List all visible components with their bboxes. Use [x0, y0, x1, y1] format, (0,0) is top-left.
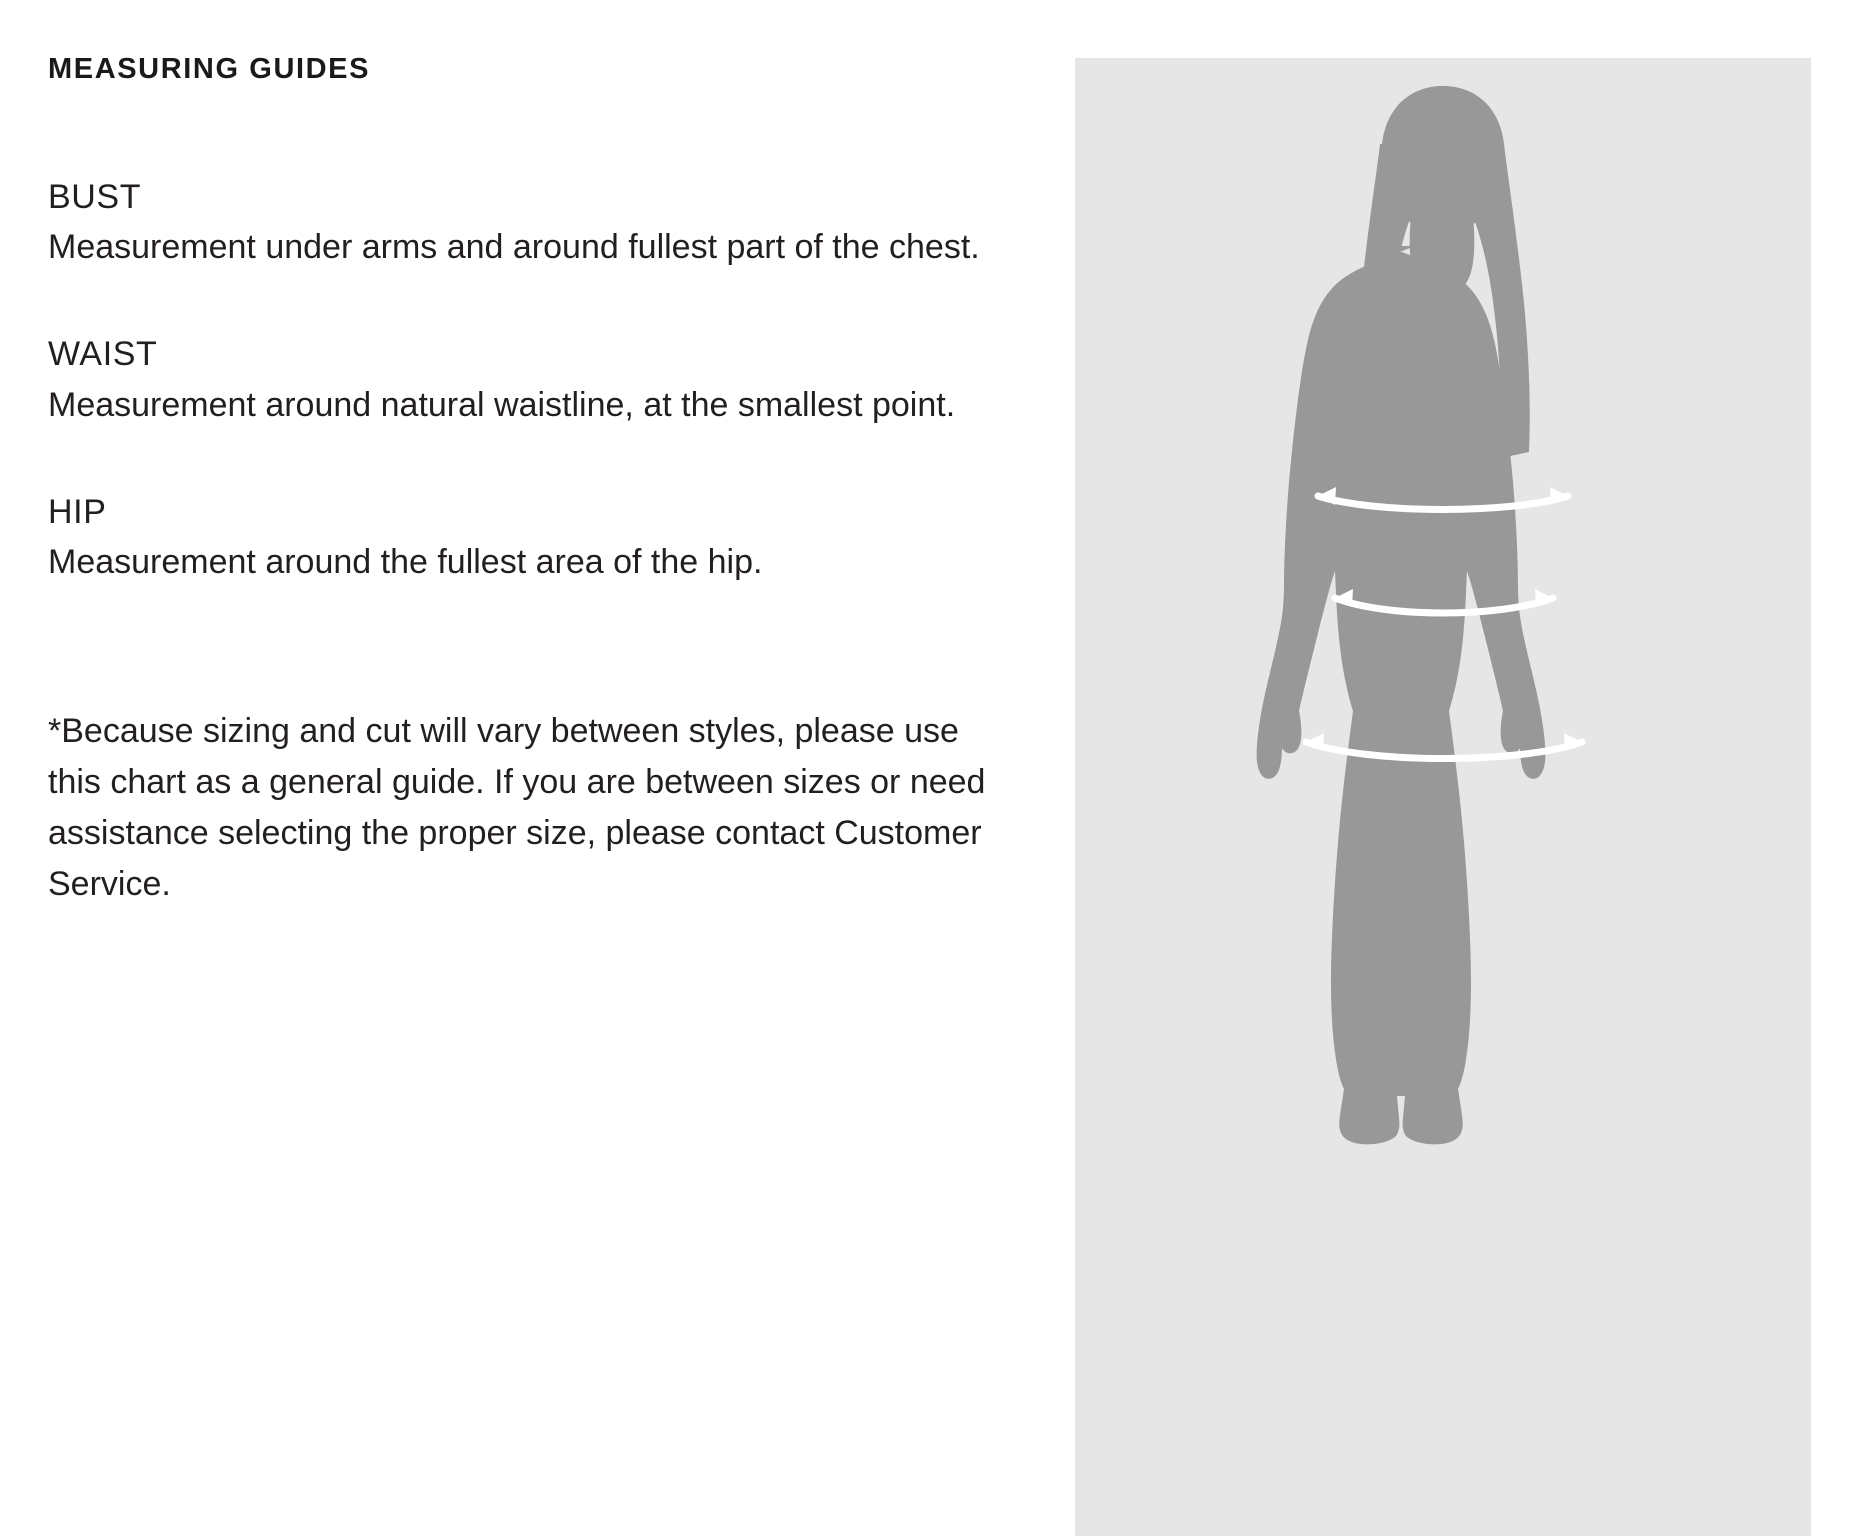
guide-text-column: [48, 52, 1028, 910]
section-description-waist: Measurement around natural waistline, at the smallest point.: [48, 385, 956, 424]
measurement-figure-panel: [1075, 58, 1811, 1536]
section-description-hip: Measurement around the fullest area of the hip.: [48, 543, 763, 582]
page-title: MEASURING GUIDES: [48, 53, 371, 85]
guide-section-hip: [48, 488, 1028, 588]
female-silhouette-diagram: [1075, 58, 1811, 1536]
section-term-waist: WAIST: [48, 335, 158, 374]
guide-section-bust: [48, 173, 1028, 273]
guide-section-waist: [48, 330, 1028, 430]
section-term-hip: HIP: [48, 493, 107, 532]
section-term-bust: BUST: [48, 177, 142, 216]
silhouette-figure: [1257, 86, 1546, 1144]
sizing-footnote: *Because sizing and cut will vary between styles, please use this chart as a general guide. If you are between sizes or need assistance selecting the proper size, please contact Customer Service.: [48, 711, 986, 903]
section-description-bust: Measurement under arms and around fullest part of the chest.: [48, 228, 980, 267]
